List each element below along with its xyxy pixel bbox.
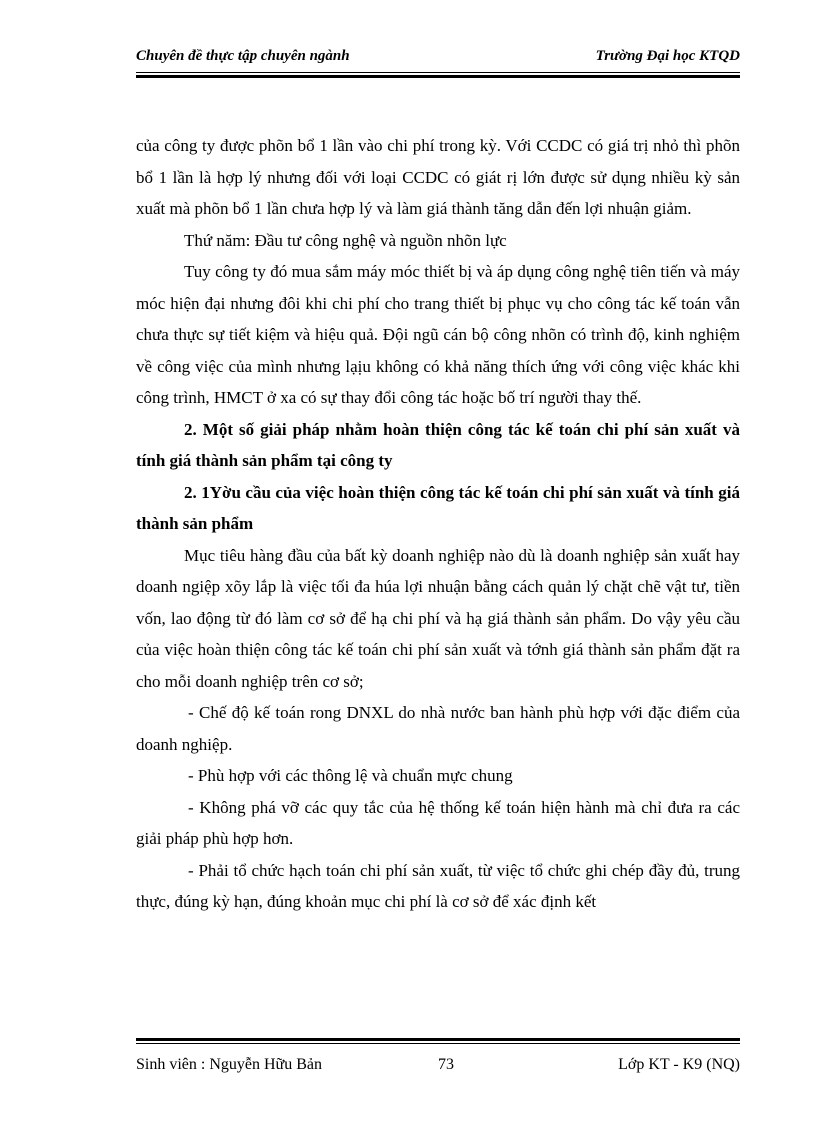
page-header [136,48,740,70]
list-item-cost-accounting: - Phải tổ chức hạch toán chi phí sản xuất, từ việc tổ chức ghi chép đầy đủ, trung thực, đúng kỳ hạn, đúng khoản mục chi phí là cơ sở để xác định kết [136,860,740,911]
paragraph-objectives: Mục tiêu hàng đầu của bất kỳ doanh nghiệp nào dù là doanh nghiệp sản xuất hay doanh ngiệp xõy lắp là việc tối đa húa lợi nhuận bằng cách quản lý chặt chẽ vật tư, tiền vốn, lao động từ đó làm cơ sở để hạ chi phí và hạ giá thành sản phẩm. Do vậy yêu cầu của việc hoàn thiện công tác kế toán chi phí sản xuất và tớnh giá thành sản phẩm đặt ra cho mỗi doanh nghiệp trên cơ sở; [136,545,740,691]
header-rule-thin [136,72,740,73]
header-university: Trường Đại học KTQD [595,48,740,64]
footer-rule-thin [136,1043,740,1044]
paragraph-fifth-point: Thứ năm: Đầu tư công nghệ và nguồn nhõn lực [184,230,507,250]
footer-student: Sinh viên : Nguyễn Hữu Bản [136,1056,322,1073]
page-footer [136,1056,740,1078]
footer-class: Lớp KT - K9 (NQ) [618,1056,740,1073]
header-document-title: Chuyên đề thực tập chuyên ngành [136,48,350,64]
page-body [136,130,740,918]
paragraph-continuation: của công ty được phõn bổ 1 lần vào chi phí trong kỳ. Với CCDC có giá trị nhỏ thì phõn bổ 1 lần là hợp lý nhưng đối với loại CCDC có giát rị lớn được sử dụng nhiều kỳ sản xuất mà phõn bổ 1 lần chưa hợp lý và làm giá thành tăng dẫn đến lợi nhuận giảm. [136,136,740,218]
footer-rule-thick [136,1038,740,1041]
list-item-conventions: - Phù hợp với các thông lệ và chuẩn mực chung [188,766,513,785]
section-heading-2-1: 2. 1Yờu cầu của việc hoàn thiện công tác kế toán chi phí sản xuất và tính giá thành sản phẩm [136,482,740,533]
page-number: 73 [438,1056,454,1073]
section-heading-2: 2. Một số giải pháp nhằm hoàn thiện công tác kế toán chi phí sản xuất và tính giá thành sản phẩm tại công ty [136,419,740,470]
header-rule-thick [136,75,740,78]
list-item-rules: - Không phá vỡ các quy tắc của hệ thống kế toán hiện hành mà chỉ đưa ra các giải pháp phù hợp hơn. [136,797,740,848]
list-item-accounting-regime: - Chế độ kế toán rong DNXL do nhà nước ban hành phù hợp với đặc điểm của doanh nghiệp. [136,703,740,754]
paragraph-technology: Tuy công ty đó mua sắm máy móc thiết bị và áp dụng công nghệ tiên tiến và máy móc hiện đại nhưng đôi khi chi phí cho trang thiết bị phục vụ cho công tác kế toán vẫn chưa thực sự tiết kiệm và hiệu quả. Đội ngũ cán bộ công nhõn có trình độ, kinh nghiệm về công việc của mình nhưng lạịu không có khả năng thích ứng với công việc khác khi công trình, HMCT ở xa có sự thay đổi công tác hoặc bố trí người thay thế. [136,262,740,407]
